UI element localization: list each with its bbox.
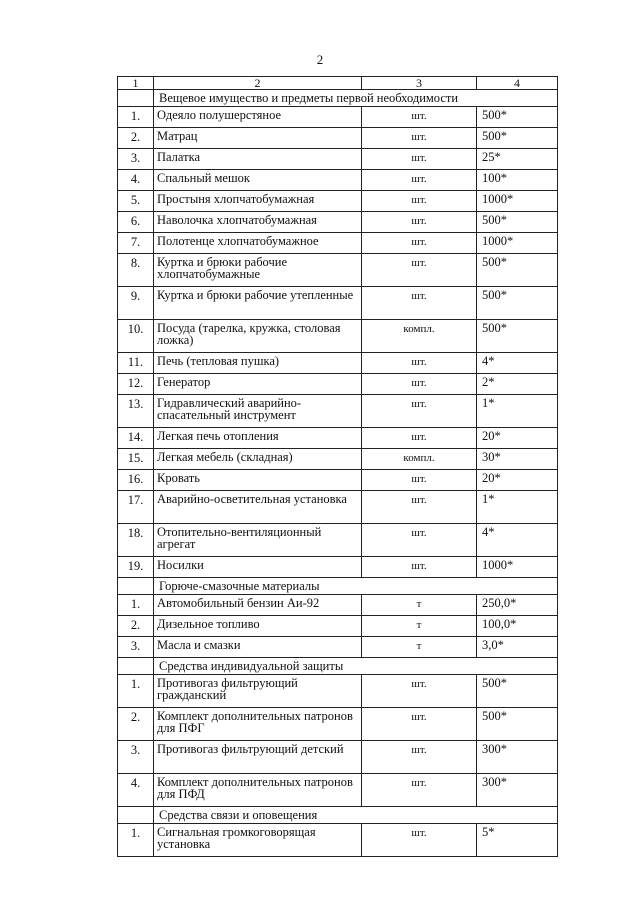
section-header-row [118,807,558,824]
section-empty-cell [118,578,154,595]
item-unit: шт. [362,524,477,557]
item-quantity: 20* [477,470,558,491]
item-name: Легкая мебель (складная) [154,449,362,470]
item-unit: шт. [362,233,477,254]
row-number: 1. [118,675,154,708]
item-name: Автомобильный бензин Аи-92 [154,595,362,616]
item-unit: шт. [362,395,477,428]
item-quantity: 500* [477,320,558,353]
item-name: Носилки [154,557,362,578]
row-number: 3. [118,149,154,170]
item-unit: т [362,595,477,616]
item-quantity: 2* [477,374,558,395]
item-unit: шт. [362,212,477,233]
item-unit: шт. [362,374,477,395]
table-row [118,637,558,658]
header-col-1: 1 [118,77,154,90]
item-name: Полотенце хлопчатобумажное [154,233,362,254]
supplies-table-body [118,77,558,857]
table-row [118,353,558,374]
table-row [118,320,558,353]
item-name: Спальный мешок [154,170,362,191]
header-row [118,77,558,90]
item-name: Комплект дополнительных патронов для ПФГ [154,708,362,741]
header-col-4: 4 [477,77,558,90]
item-quantity: 100* [477,170,558,191]
item-name: Генератор [154,374,362,395]
table-row [118,191,558,212]
table-row [118,212,558,233]
item-unit: шт. [362,128,477,149]
table-row [118,395,558,428]
item-name: Аварийно-осветительная установка [154,491,362,524]
row-number: 7. [118,233,154,254]
item-quantity: 500* [477,212,558,233]
item-unit: шт. [362,824,477,857]
item-name: Легкая печь отопления [154,428,362,449]
item-quantity: 300* [477,741,558,774]
table-row [118,149,558,170]
row-number: 18. [118,524,154,557]
section-header-row [118,90,558,107]
item-quantity: 30* [477,449,558,470]
section-header-row [118,578,558,595]
table-row [118,741,558,774]
item-unit: шт. [362,254,477,287]
item-unit: шт. [362,470,477,491]
item-name: Отопительно-вентиляционный агрегат [154,524,362,557]
row-number: 2. [118,616,154,637]
item-quantity: 3,0* [477,637,558,658]
row-number: 8. [118,254,154,287]
item-quantity: 5* [477,824,558,857]
item-unit: шт. [362,741,477,774]
row-number: 2. [118,708,154,741]
row-number: 4. [118,170,154,191]
row-number: 19. [118,557,154,578]
table-row [118,491,558,524]
item-unit: шт. [362,675,477,708]
row-number: 12. [118,374,154,395]
table-row [118,287,558,320]
section-title: Средства индивидуальной защиты [154,658,558,675]
item-quantity: 300* [477,774,558,807]
row-number: 1. [118,107,154,128]
table-row [118,708,558,741]
item-quantity: 1000* [477,557,558,578]
item-unit: шт. [362,353,477,374]
item-name: Гидравлический аварийно-спасательный инструмент [154,395,362,428]
table-row [118,524,558,557]
table-row [118,470,558,491]
section-empty-cell [118,658,154,675]
item-quantity: 250,0* [477,595,558,616]
item-unit: т [362,616,477,637]
item-name: Дизельное топливо [154,616,362,637]
table-row [118,616,558,637]
item-quantity: 4* [477,353,558,374]
table-row [118,107,558,128]
header-col-2: 2 [154,77,362,90]
row-number: 5. [118,191,154,212]
table-row [118,128,558,149]
item-unit: шт. [362,191,477,212]
item-unit: шт. [362,170,477,191]
table-row [118,774,558,807]
item-unit: шт. [362,149,477,170]
item-unit: шт. [362,107,477,128]
item-quantity: 500* [477,287,558,320]
item-quantity: 1* [477,395,558,428]
item-unit: шт. [362,428,477,449]
row-number: 4. [118,774,154,807]
table-row [118,170,558,191]
section-empty-cell [118,807,154,824]
row-number: 2. [118,128,154,149]
table-row [118,557,558,578]
table-row [118,254,558,287]
item-unit: шт. [362,774,477,807]
item-quantity: 500* [477,107,558,128]
item-name: Матрац [154,128,362,149]
item-quantity: 100,0* [477,616,558,637]
header-col-3: 3 [362,77,477,90]
section-header-row [118,658,558,675]
item-quantity: 500* [477,675,558,708]
item-unit: шт. [362,557,477,578]
item-name: Противогаз фильтрующий гражданский [154,675,362,708]
item-name: Одеяло полушерстяное [154,107,362,128]
item-unit: т [362,637,477,658]
row-number: 1. [118,595,154,616]
row-number: 3. [118,741,154,774]
supplies-table [117,76,558,857]
table-row [118,374,558,395]
row-number: 3. [118,637,154,658]
item-quantity: 500* [477,128,558,149]
row-number: 15. [118,449,154,470]
item-quantity: 20* [477,428,558,449]
section-title: Вещевое имущество и предметы первой необходимости [154,90,558,107]
item-unit: шт. [362,491,477,524]
item-name: Комплект дополнительных патронов для ПФД [154,774,362,807]
item-name: Посуда (тарелка, кружка, столовая ложка) [154,320,362,353]
item-unit: компл. [362,449,477,470]
table-row [118,675,558,708]
row-number: 16. [118,470,154,491]
item-name: Кровать [154,470,362,491]
item-name: Печь (тепловая пушка) [154,353,362,374]
item-unit: шт. [362,708,477,741]
row-number: 6. [118,212,154,233]
section-title: Горюче-смазочные материалы [154,578,558,595]
table-row [118,233,558,254]
item-name: Сигнальная громкоговорящая установка [154,824,362,857]
section-empty-cell [118,90,154,107]
table-row [118,595,558,616]
item-name: Палатка [154,149,362,170]
item-name: Масла и смазки [154,637,362,658]
row-number: 1. [118,824,154,857]
item-quantity: 1* [477,491,558,524]
item-quantity: 4* [477,524,558,557]
row-number: 9. [118,287,154,320]
section-title: Средства связи и оповещения [154,807,558,824]
table-row [118,449,558,470]
item-name: Куртка и брюки рабочие хлопчатобумажные [154,254,362,287]
item-unit: компл. [362,320,477,353]
row-number: 14. [118,428,154,449]
item-quantity: 500* [477,708,558,741]
row-number: 17. [118,491,154,524]
page-number: 2 [316,52,324,67]
table-row [118,428,558,449]
item-name: Наволочка хлопчатобумажная [154,212,362,233]
row-number: 13. [118,395,154,428]
table-row [118,824,558,857]
item-name: Простыня хлопчатобумажная [154,191,362,212]
item-quantity: 25* [477,149,558,170]
row-number: 10. [118,320,154,353]
item-quantity: 500* [477,254,558,287]
item-quantity: 1000* [477,191,558,212]
item-quantity: 1000* [477,233,558,254]
item-name: Куртка и брюки рабочие утепленные [154,287,362,320]
item-unit: шт. [362,287,477,320]
item-name: Противогаз фильтрующий детский [154,741,362,774]
row-number: 11. [118,353,154,374]
